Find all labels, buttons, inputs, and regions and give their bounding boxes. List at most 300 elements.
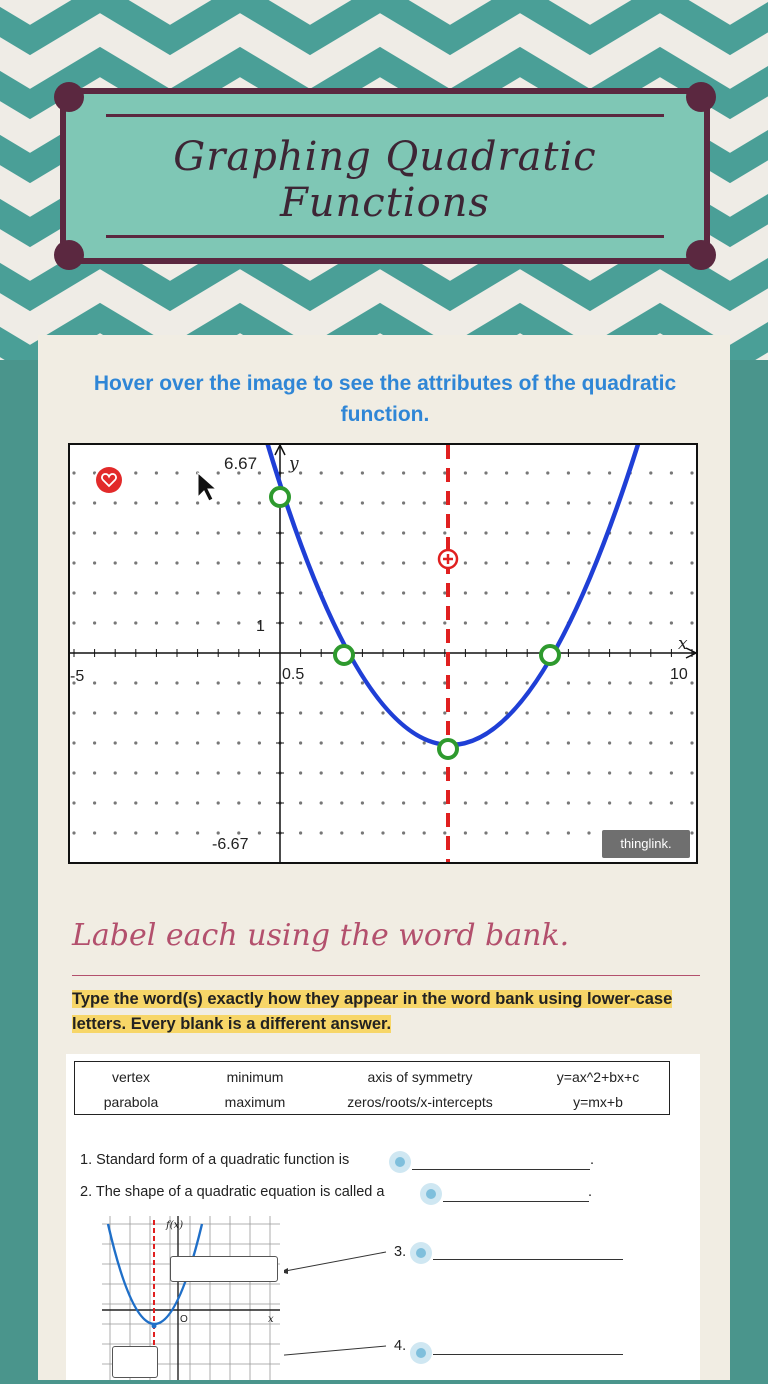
word-bank-item: parabola	[103, 1094, 159, 1110]
grid-dot	[690, 681, 693, 684]
grid-dot	[443, 471, 446, 474]
grid-dot	[361, 771, 364, 774]
y-one-label: 1	[256, 618, 265, 635]
grid-dot	[690, 801, 693, 804]
grid-dot	[402, 831, 405, 834]
grid-dot	[381, 741, 384, 744]
grid-dot	[134, 741, 137, 744]
grid-dot	[237, 741, 240, 744]
grid-dot	[423, 591, 426, 594]
banner-rule-top	[106, 114, 664, 117]
grid-dot	[587, 681, 590, 684]
grid-dot	[93, 741, 96, 744]
grid-dot	[320, 831, 323, 834]
side-border-left	[0, 360, 38, 1380]
grid-dot	[299, 501, 302, 504]
grid-dot	[484, 771, 487, 774]
grid-dot	[237, 591, 240, 594]
grid-dot	[258, 831, 261, 834]
axis-symmetry-hotspot-icon[interactable]	[439, 550, 457, 568]
grid-dot	[670, 591, 673, 594]
grid-dot	[649, 741, 652, 744]
grid-dot	[484, 711, 487, 714]
grid-dot	[72, 801, 75, 804]
grid-dot	[629, 771, 632, 774]
grid-dot	[505, 561, 508, 564]
grid-dot	[464, 591, 467, 594]
grid-dot	[72, 711, 75, 714]
grid-dot	[464, 531, 467, 534]
grid-dot	[114, 531, 117, 534]
grid-dot	[237, 621, 240, 624]
grid-dot	[258, 471, 261, 474]
grid-dot	[134, 591, 137, 594]
grid-dot	[670, 501, 673, 504]
word-bank-item: minimum	[226, 1069, 284, 1085]
y-intercept-hotspot[interactable]	[271, 488, 289, 506]
grid-dot	[155, 591, 158, 594]
word-bank-item: maximum	[224, 1094, 286, 1110]
grid-dot	[608, 681, 611, 684]
grid-dot	[320, 561, 323, 564]
grid-dot	[134, 621, 137, 624]
grid-dot	[381, 801, 384, 804]
grid-dot	[114, 681, 117, 684]
parabola-curve	[262, 445, 644, 745]
grid-dot	[217, 711, 220, 714]
grid-dot	[526, 501, 529, 504]
grid-dot	[649, 471, 652, 474]
grid-dot	[649, 711, 652, 714]
grid-dot	[567, 771, 570, 774]
grid-dot	[175, 591, 178, 594]
banner-rule-bottom	[106, 235, 664, 238]
question-1-period: .	[590, 1152, 595, 1168]
grid-dot	[320, 801, 323, 804]
grid-dot	[505, 501, 508, 504]
grid-dot	[526, 801, 529, 804]
grid-dot	[464, 801, 467, 804]
grid-dot	[423, 501, 426, 504]
grid-dot	[340, 831, 343, 834]
grid-dot	[340, 501, 343, 504]
grid-dot	[505, 801, 508, 804]
grid-dot	[196, 591, 199, 594]
grid-dot	[546, 831, 549, 834]
grid-dot	[175, 471, 178, 474]
grid-dot	[567, 681, 570, 684]
grid-dot	[546, 681, 549, 684]
grid-dot	[361, 831, 364, 834]
grid-dot	[505, 591, 508, 594]
grid-dot	[381, 561, 384, 564]
grid-dot	[629, 501, 632, 504]
grid-dot	[196, 501, 199, 504]
grid-dot	[93, 471, 96, 474]
grid-dot	[567, 711, 570, 714]
grid-dot	[526, 771, 529, 774]
grid-dot	[361, 561, 364, 564]
grid-dot	[114, 831, 117, 834]
grid-dot	[175, 831, 178, 834]
grid-dot	[93, 681, 96, 684]
x-axis-name: x	[678, 634, 688, 654]
grid-dot	[546, 711, 549, 714]
grid-dot	[649, 531, 652, 534]
left-zero-hotspot[interactable]	[335, 646, 353, 664]
grid-dot	[299, 471, 302, 474]
grid-dot	[690, 771, 693, 774]
grid-dot	[567, 591, 570, 594]
grid-dot	[134, 531, 137, 534]
grid-dot	[690, 711, 693, 714]
grid-dot	[155, 531, 158, 534]
grid-dot	[155, 771, 158, 774]
grid-dot	[299, 561, 302, 564]
grid-dot	[340, 741, 343, 744]
grid-dot	[423, 801, 426, 804]
grid-dot	[196, 711, 199, 714]
grid-dot	[175, 531, 178, 534]
grid-dot	[155, 501, 158, 504]
grid-dot	[340, 771, 343, 774]
grid-dot	[608, 771, 611, 774]
grid-dot	[443, 771, 446, 774]
worksheet-panel	[66, 1054, 700, 1380]
y-axis-name: y	[289, 454, 299, 474]
grid-dot	[484, 741, 487, 744]
grid-dot	[299, 771, 302, 774]
grid-dot	[114, 561, 117, 564]
grid-dot	[402, 801, 405, 804]
grid-dot	[587, 621, 590, 624]
grid-dot	[587, 471, 590, 474]
grid-dot	[299, 711, 302, 714]
grid-dot	[670, 741, 673, 744]
grid-dot	[320, 531, 323, 534]
grid-dot	[423, 561, 426, 564]
grid-dot	[320, 681, 323, 684]
grid-dot	[340, 801, 343, 804]
grid-dot	[196, 561, 199, 564]
grid-dot	[443, 621, 446, 624]
grid-dot	[587, 561, 590, 564]
grid-dot	[464, 681, 467, 684]
grid-dot	[381, 621, 384, 624]
grid-dot	[237, 681, 240, 684]
grid-dot	[402, 561, 405, 564]
grid-dot	[196, 771, 199, 774]
right-zero-hotspot[interactable]	[541, 646, 559, 664]
grid-dot	[690, 591, 693, 594]
grid-dot	[546, 561, 549, 564]
banner-corner	[686, 240, 716, 270]
quadratic-graph-image[interactable]	[68, 443, 698, 864]
grid-dot	[402, 471, 405, 474]
grid-dot	[93, 621, 96, 624]
grid-dot	[299, 531, 302, 534]
grid-dot	[381, 711, 384, 714]
grid-dot	[649, 621, 652, 624]
mouse-cursor-icon	[198, 473, 216, 501]
grid-dot	[114, 501, 117, 504]
grid-dot	[690, 831, 693, 834]
grid-dot	[464, 561, 467, 564]
grid-dot	[361, 801, 364, 804]
grid-dot	[175, 741, 178, 744]
grid-dot	[114, 621, 117, 624]
grid-dot	[649, 801, 652, 804]
grid-dot	[464, 501, 467, 504]
grid-dot	[93, 591, 96, 594]
grid-dot	[629, 531, 632, 534]
grid-dot	[526, 681, 529, 684]
question-4: 4.	[394, 1338, 407, 1354]
grid-dot	[526, 741, 529, 744]
word-bank-item: zeros/roots/x-intercepts	[347, 1094, 493, 1110]
grid-dot	[443, 711, 446, 714]
grid-dot	[546, 471, 549, 474]
grid-dot	[629, 801, 632, 804]
question-1: 1. Standard form of a quadratic function is	[80, 1152, 350, 1168]
grid-dot	[670, 621, 673, 624]
grid-dot	[196, 801, 199, 804]
grid-dot	[320, 471, 323, 474]
vertex-hotspot[interactable]	[439, 740, 457, 758]
grid-dot	[443, 501, 446, 504]
grid-dot	[567, 501, 570, 504]
grid-dot	[175, 681, 178, 684]
grid-dot	[381, 531, 384, 534]
grid-dot	[217, 831, 220, 834]
grid-dot	[505, 621, 508, 624]
grid-dot	[258, 681, 261, 684]
mini-parabola-graph	[100, 1214, 284, 1380]
grid-dot	[134, 471, 137, 474]
grid-dot	[258, 801, 261, 804]
grid-dot	[361, 711, 364, 714]
grid-dot	[587, 531, 590, 534]
grid-dot	[464, 621, 467, 624]
grid-dot	[608, 501, 611, 504]
word-bank-item: y=ax^2+bx+c	[556, 1069, 640, 1085]
grid-dot	[381, 591, 384, 594]
grid-dot	[484, 561, 487, 564]
page-title: Graphing Quadratic Functions	[173, 134, 597, 226]
grid-dot	[134, 801, 137, 804]
grid-dot	[93, 561, 96, 564]
grid-dot	[72, 501, 75, 504]
grid-dot	[526, 531, 529, 534]
grid-dot	[72, 771, 75, 774]
grid-dot	[340, 711, 343, 714]
grid-dot	[258, 531, 261, 534]
grid-dot	[72, 741, 75, 744]
grid-dot	[690, 531, 693, 534]
grid-dot	[649, 681, 652, 684]
mini-fx-label: f(x)	[166, 1220, 184, 1231]
grid-dot	[484, 681, 487, 684]
grid-dot	[217, 501, 220, 504]
grid-dot	[587, 711, 590, 714]
grid-dot	[93, 711, 96, 714]
word-bank-item: axis of symmetry	[367, 1069, 473, 1085]
grid-dot	[484, 621, 487, 624]
grid-dot	[505, 681, 508, 684]
grid-dot	[629, 681, 632, 684]
grid-dot	[361, 471, 364, 474]
grid-dot	[217, 621, 220, 624]
grid-dot	[567, 741, 570, 744]
question-3: 3.	[394, 1244, 407, 1260]
grid-dot	[670, 801, 673, 804]
grid-dot	[443, 531, 446, 534]
grid-dot	[258, 711, 261, 714]
grid-dot	[155, 681, 158, 684]
grid-dot	[72, 531, 75, 534]
grid-dot	[567, 801, 570, 804]
grid-dot	[443, 801, 446, 804]
grid-dot	[72, 591, 75, 594]
grid-dot	[299, 591, 302, 594]
grid-dot	[608, 741, 611, 744]
section-heading: Label each using the word bank.	[72, 918, 570, 953]
grid-dot	[340, 471, 343, 474]
mini-x-label: x	[268, 1314, 274, 1325]
grid-dot	[217, 561, 220, 564]
grid-dot	[484, 591, 487, 594]
grid-dot	[299, 801, 302, 804]
grid-dot	[464, 771, 467, 774]
grid-dot	[670, 471, 673, 474]
grid-dot	[546, 621, 549, 624]
grid-dot	[237, 831, 240, 834]
grid-dot	[608, 711, 611, 714]
grid-dot	[237, 501, 240, 504]
grid-dot	[114, 711, 117, 714]
grid-dot	[175, 501, 178, 504]
grid-dot	[423, 741, 426, 744]
grid-dot	[381, 771, 384, 774]
grid-dot	[546, 801, 549, 804]
grid-dot	[361, 681, 364, 684]
banner-corner	[54, 240, 84, 270]
grid-dot	[567, 531, 570, 534]
grid-dot	[690, 621, 693, 624]
grid-dot	[587, 741, 590, 744]
grid-dot	[196, 621, 199, 624]
grid-dot	[114, 801, 117, 804]
grid-dot	[155, 831, 158, 834]
grid-dot	[340, 681, 343, 684]
grid-dot	[237, 561, 240, 564]
banner-corner	[686, 82, 716, 112]
grid-dot	[258, 591, 261, 594]
grid-dot	[649, 561, 652, 564]
word-bank-item: y=mx+b	[573, 1094, 623, 1110]
grid-dot	[587, 801, 590, 804]
grid-dot	[258, 771, 261, 774]
grid-dot	[484, 831, 487, 834]
grid-dot	[690, 501, 693, 504]
grid-dot	[526, 471, 529, 474]
grid-dot	[484, 471, 487, 474]
grid-dot	[320, 771, 323, 774]
grid-dot	[175, 801, 178, 804]
grid-dot	[464, 711, 467, 714]
grid-dot	[608, 621, 611, 624]
grid-dot	[134, 831, 137, 834]
grid-dot	[381, 681, 384, 684]
grid-dot	[546, 741, 549, 744]
grid-dot	[381, 471, 384, 474]
hover-instruction: Hover over the image to see the attributes of the quadratic function.	[93, 372, 677, 426]
grid-dot	[546, 531, 549, 534]
grid-dot	[155, 741, 158, 744]
grid-dot	[464, 471, 467, 474]
grid-dot	[93, 501, 96, 504]
grid-dot	[217, 771, 220, 774]
grid-dot	[670, 561, 673, 564]
grid-dot	[649, 771, 652, 774]
grid-dot	[423, 681, 426, 684]
grid-dot	[505, 531, 508, 534]
grid-dot	[361, 621, 364, 624]
grid-dot	[402, 711, 405, 714]
grid-dot	[505, 741, 508, 744]
grid-dot	[546, 591, 549, 594]
grid-dot	[237, 801, 240, 804]
grid-dot	[72, 471, 75, 474]
grid-dot	[320, 711, 323, 714]
grid-dot	[155, 561, 158, 564]
grid-dot	[423, 531, 426, 534]
grid-dot	[72, 621, 75, 624]
thinglink-badge[interactable]: thinglink.	[602, 830, 690, 858]
grid-dot	[361, 501, 364, 504]
heart-icon[interactable]	[96, 467, 122, 493]
grid-dot	[690, 561, 693, 564]
grid-dot	[587, 501, 590, 504]
grid-dot	[299, 741, 302, 744]
title-banner	[60, 88, 710, 264]
grid-dot	[690, 471, 693, 474]
grid-dot	[72, 561, 75, 564]
grid-dot	[340, 561, 343, 564]
grid-dot	[567, 471, 570, 474]
grid-dot	[526, 831, 529, 834]
grid-dot	[608, 801, 611, 804]
grid-dot	[402, 531, 405, 534]
grid-dot	[299, 831, 302, 834]
grid-dot	[505, 471, 508, 474]
grid-dot	[629, 561, 632, 564]
grid-dot	[217, 591, 220, 594]
grid-dot	[690, 741, 693, 744]
grid-dot	[670, 531, 673, 534]
grid-dot	[196, 531, 199, 534]
grid-dot	[155, 801, 158, 804]
grid-dot	[526, 621, 529, 624]
grid-dot	[114, 591, 117, 594]
grid-dot	[155, 711, 158, 714]
banner-corner	[54, 82, 84, 112]
mini-label-box-upper	[170, 1256, 278, 1282]
grid-dot	[505, 831, 508, 834]
instructions-text	[72, 987, 712, 1037]
grid-dot	[134, 711, 137, 714]
grid-dot	[361, 591, 364, 594]
